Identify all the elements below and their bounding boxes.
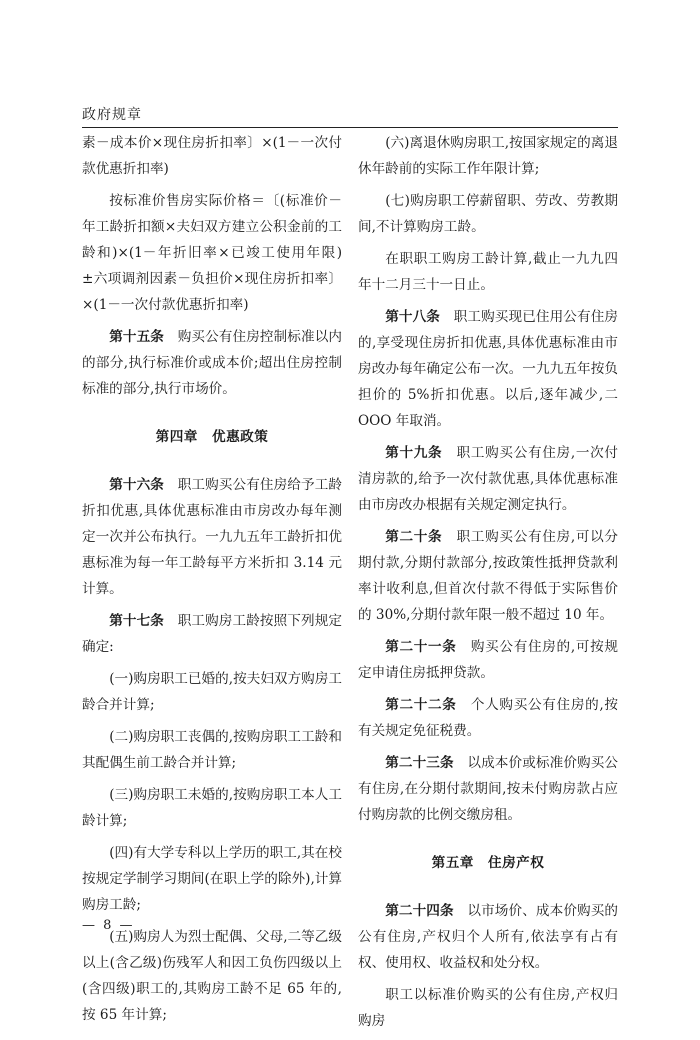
article-label: 第二十三条 xyxy=(385,755,454,771)
article-text: 职工购买公有住房给予工龄折扣优惠,具体优惠标准由市房改办每年测定一次并公布执行。一九九五年工龄折扣优惠标准为每一年工龄每平方米折扣 3.14 元计算。 xyxy=(82,477,343,597)
article-text: 以市场价、成本价购买的公有住房,产权归个人所有,依法享有占有权、使用权、收益权和处分权。 xyxy=(358,903,619,971)
article-text: 职工购买公有住房,可以分期付款,分期付款部分,按政策性抵押贷款利率计收利息,但首次付款不得低于实际售价的 30%,分期付款年限一般不超过 10 年。 xyxy=(358,529,618,623)
article-label: 第十六条 xyxy=(109,477,164,493)
article-17 xyxy=(82,608,342,660)
article-24 xyxy=(358,898,618,976)
article-text: 职工购房工龄按照下列规定确定: xyxy=(82,613,343,655)
article-text: 职工购买公有住房,一次付清房款的,给予一次付款优惠,具体优惠标准由市房改办根据有关规定测定执行。 xyxy=(358,445,618,513)
article-label: 第二十四条 xyxy=(385,903,454,919)
article-text: 购买公有住房的,可按规定申请住房抵押贷款。 xyxy=(358,639,618,681)
article-label: 第二十一条 xyxy=(385,639,457,655)
article-text: 购买公有住房控制标准以内的部分,执行标准价或成本价;超出住房控制标准的部分,执行市场价。 xyxy=(82,329,343,397)
header-rule xyxy=(82,127,618,128)
list-item: (七)购房职工停薪留职、劳改、劳教期间,不计算购房工龄。 xyxy=(358,193,618,235)
list-item: (一)购房职工已婚的,按夫妇双方购房工龄合并计算; xyxy=(82,671,342,713)
running-header: 政府规章 xyxy=(82,107,142,123)
chapter-heading: 第四章 优惠政策 xyxy=(155,429,269,445)
article-label: 第十七条 xyxy=(109,613,164,629)
list-item: (六)离退休购房职工,按国家规定的离退休年龄前的实际工作年限计算; xyxy=(358,135,618,177)
article-label: 第二十条 xyxy=(385,529,443,545)
article-text: 职工购买现已住用公有住房的,享受现住房折扣优惠,具体优惠标准由市房改办每年确定公布一次。一九九五年按负担价的 5%折扣优惠。以后,逐年减少,二 OOO 年取消。 xyxy=(358,309,619,429)
paragraph: 职工以标准价购买的公有住房,产权归购房 xyxy=(358,987,618,1029)
article-label: 第二十二条 xyxy=(385,697,457,713)
article-20 xyxy=(358,524,618,628)
article-text: 个人购买公有住房的,按有关规定免征税费。 xyxy=(358,697,618,739)
paragraph: 按标准价售房实际价格＝〔(标准价－年工龄折扣额×夫妇双方建立公积金前的工龄和)×(1－年折旧率×已竣工使用年限)±六项调剂因素－负担价×现住房折扣率〕×(1－一次付款优惠折扣率) xyxy=(82,193,342,313)
right-column xyxy=(358,130,618,1040)
article-label: 第十八条 xyxy=(385,309,440,325)
article-19 xyxy=(358,440,618,518)
article-23 xyxy=(358,750,618,828)
list-item: (三)购房职工未婚的,按购房职工本人工龄计算; xyxy=(82,787,342,829)
left-column xyxy=(82,130,342,1034)
article-21 xyxy=(358,634,618,686)
paragraph: 在职职工购房工龄计算,截止一九九四年十二月三十一日止。 xyxy=(358,251,618,293)
article-16 xyxy=(82,472,342,602)
article-22 xyxy=(358,692,618,744)
list-item: (五)购房人为烈士配偶、父母,二等乙级以上(含乙级)伤残军人和因工负伤四级以上(含四级)职工的,其购房工龄不足 65 年的,按 65 年计算; xyxy=(82,929,342,1023)
list-item: (四)有大学专科以上学历的职工,其在校按规定学制学习期间(在职上学的除外),计算购房工龄; xyxy=(82,845,342,913)
paragraph: 素－成本价×现住房折扣率〕×(1－一次付款优惠折扣率) xyxy=(82,135,342,177)
article-label: 第十五条 xyxy=(109,329,164,345)
page-number: — 8 — xyxy=(82,918,135,933)
article-text: 以成本价或标准价购买公有住房,在分期付款期间,按未付购房款占应付购房款的比例交缴房租。 xyxy=(358,755,619,823)
article-18 xyxy=(358,304,618,434)
chapter-heading: 第五章 住房产权 xyxy=(431,855,545,871)
article-15 xyxy=(82,324,342,402)
article-label: 第十九条 xyxy=(385,445,443,461)
list-item: (二)购房职工丧偶的,按购房职工工龄和其配偶生前工龄合并计算; xyxy=(82,729,342,771)
